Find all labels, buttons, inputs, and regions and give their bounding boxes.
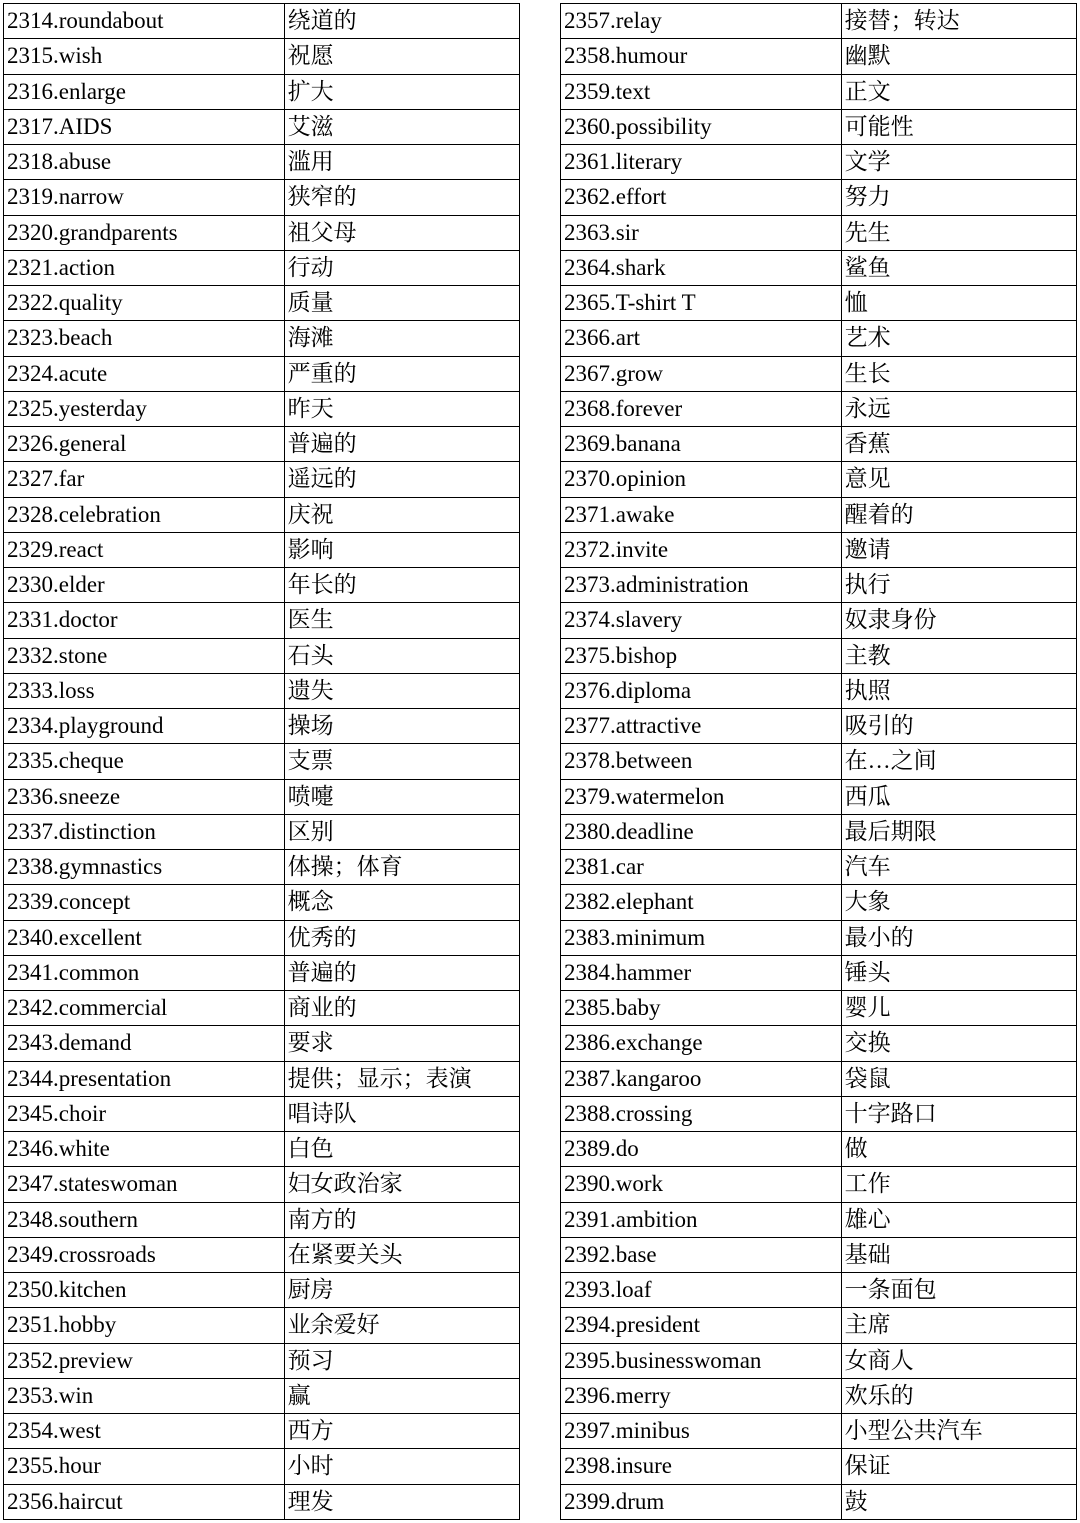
english-word-cell: 2323.beach: [4, 321, 285, 356]
vocab-row: [4, 39, 520, 74]
english-word-cell: 2347.stateswoman: [4, 1167, 285, 1202]
chinese-meaning-cell: 雄心: [841, 1202, 1076, 1237]
vocab-row: [561, 920, 1077, 955]
chinese-meaning-cell: 年长的: [284, 568, 519, 603]
english-word-cell: 2382.elephant: [561, 885, 842, 920]
chinese-meaning-cell: 要求: [284, 1026, 519, 1061]
vocab-row: [561, 286, 1077, 321]
english-word-cell: 2320.grandparents: [4, 215, 285, 250]
english-word-cell: 2349.crossroads: [4, 1237, 285, 1272]
vocab-row: [4, 779, 520, 814]
english-word-cell: 2398.insure: [561, 1449, 842, 1484]
vocab-row: [561, 955, 1077, 990]
vocab-row: [561, 356, 1077, 391]
english-word-cell: 2384.hammer: [561, 955, 842, 990]
chinese-meaning-cell: 保证: [841, 1449, 1076, 1484]
vocab-row: [4, 180, 520, 215]
vocab-row: [561, 4, 1077, 39]
english-word-cell: 2339.concept: [4, 885, 285, 920]
vocab-row: [561, 603, 1077, 638]
vocab-row: [4, 1061, 520, 1096]
chinese-meaning-cell: 白色: [284, 1132, 519, 1167]
vocab-row: [4, 427, 520, 462]
chinese-meaning-cell: 最小的: [841, 920, 1076, 955]
chinese-meaning-cell: 欢乐的: [841, 1378, 1076, 1413]
chinese-meaning-cell: 大象: [841, 885, 1076, 920]
chinese-meaning-cell: 一条面包: [841, 1273, 1076, 1308]
vocab-row: [561, 1484, 1077, 1519]
vocab-table-left-body: [4, 4, 520, 1520]
vocab-row: [4, 74, 520, 109]
vocab-row: [4, 109, 520, 144]
chinese-meaning-cell: 奴隶身份: [841, 603, 1076, 638]
chinese-meaning-cell: 操场: [284, 709, 519, 744]
english-word-cell: 2322.quality: [4, 286, 285, 321]
english-word-cell: 2366.art: [561, 321, 842, 356]
chinese-meaning-cell: 主教: [841, 638, 1076, 673]
english-word-cell: 2388.crossing: [561, 1096, 842, 1131]
vocab-row: [4, 1026, 520, 1061]
english-word-cell: 2397.minibus: [561, 1414, 842, 1449]
vocab-row: [561, 1167, 1077, 1202]
vocab-row: [4, 532, 520, 567]
vocab-row: [4, 462, 520, 497]
english-word-cell: 2336.sneeze: [4, 779, 285, 814]
chinese-meaning-cell: 西瓜: [841, 779, 1076, 814]
english-word-cell: 2362.effort: [561, 180, 842, 215]
chinese-meaning-cell: 厨房: [284, 1273, 519, 1308]
english-word-cell: 2385.baby: [561, 991, 842, 1026]
vocab-row: [4, 673, 520, 708]
vocab-table-right-body: [561, 4, 1077, 1520]
english-word-cell: 2319.narrow: [4, 180, 285, 215]
chinese-meaning-cell: 做: [841, 1132, 1076, 1167]
chinese-meaning-cell: 先生: [841, 215, 1076, 250]
english-word-cell: 2375.bishop: [561, 638, 842, 673]
english-word-cell: 2371.awake: [561, 497, 842, 532]
english-word-cell: 2395.businesswoman: [561, 1343, 842, 1378]
vocab-row: [4, 814, 520, 849]
vocab-row: [561, 1449, 1077, 1484]
vocab-row: [561, 1202, 1077, 1237]
vocab-row: [4, 1273, 520, 1308]
english-word-cell: 2315.wish: [4, 39, 285, 74]
chinese-meaning-cell: 醒着的: [841, 497, 1076, 532]
chinese-meaning-cell: 女商人: [841, 1343, 1076, 1378]
chinese-meaning-cell: 海滩: [284, 321, 519, 356]
english-word-cell: 2373.administration: [561, 568, 842, 603]
chinese-meaning-cell: 邀请: [841, 532, 1076, 567]
vocab-row: [561, 1132, 1077, 1167]
chinese-meaning-cell: 幽默: [841, 39, 1076, 74]
chinese-meaning-cell: 意见: [841, 462, 1076, 497]
vocab-row: [561, 391, 1077, 426]
chinese-meaning-cell: 概念: [284, 885, 519, 920]
chinese-meaning-cell: 妇女政治家: [284, 1167, 519, 1202]
english-word-cell: 2381.car: [561, 850, 842, 885]
english-word-cell: 2360.possibility: [561, 109, 842, 144]
chinese-meaning-cell: 艺术: [841, 321, 1076, 356]
english-word-cell: 2363.sir: [561, 215, 842, 250]
vocab-row: [4, 885, 520, 920]
english-word-cell: 2394.president: [561, 1308, 842, 1343]
english-word-cell: 2332.stone: [4, 638, 285, 673]
vocab-row: [4, 1096, 520, 1131]
vocab-row: [561, 321, 1077, 356]
chinese-meaning-cell: 可能性: [841, 109, 1076, 144]
chinese-meaning-cell: 生长: [841, 356, 1076, 391]
vocab-row: [4, 1378, 520, 1413]
english-word-cell: 2372.invite: [561, 532, 842, 567]
chinese-meaning-cell: 锤头: [841, 955, 1076, 990]
chinese-meaning-cell: 鼓: [841, 1484, 1076, 1519]
chinese-meaning-cell: 赢: [284, 1378, 519, 1413]
vocab-row: [4, 4, 520, 39]
english-word-cell: 2327.far: [4, 462, 285, 497]
english-word-cell: 2374.slavery: [561, 603, 842, 638]
vocab-row: [4, 1167, 520, 1202]
english-word-cell: 2392.base: [561, 1237, 842, 1272]
english-word-cell: 2324.acute: [4, 356, 285, 391]
english-word-cell: 2380.deadline: [561, 814, 842, 849]
chinese-meaning-cell: 狭窄的: [284, 180, 519, 215]
vocab-row: [4, 744, 520, 779]
english-word-cell: 2386.exchange: [561, 1026, 842, 1061]
vocab-row: [4, 497, 520, 532]
english-word-cell: 2345.choir: [4, 1096, 285, 1131]
chinese-meaning-cell: 正文: [841, 74, 1076, 109]
vocab-row: [4, 603, 520, 638]
vocab-row: [561, 814, 1077, 849]
vocab-row: [561, 180, 1077, 215]
english-word-cell: 2354.west: [4, 1414, 285, 1449]
vocab-row: [4, 286, 520, 321]
vocab-row: [4, 1202, 520, 1237]
vocab-row: [561, 991, 1077, 1026]
english-word-cell: 2357.relay: [561, 4, 842, 39]
english-word-cell: 2344.presentation: [4, 1061, 285, 1096]
chinese-meaning-cell: 石头: [284, 638, 519, 673]
chinese-meaning-cell: 南方的: [284, 1202, 519, 1237]
english-word-cell: 2376.diploma: [561, 673, 842, 708]
vocab-row: [4, 1308, 520, 1343]
chinese-meaning-cell: 主席: [841, 1308, 1076, 1343]
chinese-meaning-cell: 预习: [284, 1343, 519, 1378]
english-word-cell: 2396.merry: [561, 1378, 842, 1413]
chinese-meaning-cell: 庆祝: [284, 497, 519, 532]
vocab-row: [4, 709, 520, 744]
english-word-cell: 2393.loaf: [561, 1273, 842, 1308]
chinese-meaning-cell: 普遍的: [284, 427, 519, 462]
english-word-cell: 2367.grow: [561, 356, 842, 391]
chinese-meaning-cell: 提供；显示；表演: [284, 1061, 519, 1096]
vocab-row: [4, 391, 520, 426]
vocab-table-left: [3, 3, 520, 1520]
english-word-cell: 2391.ambition: [561, 1202, 842, 1237]
english-word-cell: 2370.opinion: [561, 462, 842, 497]
chinese-meaning-cell: 执行: [841, 568, 1076, 603]
vocab-row: [4, 145, 520, 180]
english-word-cell: 2379.watermelon: [561, 779, 842, 814]
vocab-row: [4, 850, 520, 885]
chinese-meaning-cell: 医生: [284, 603, 519, 638]
chinese-meaning-cell: 十字路口: [841, 1096, 1076, 1131]
chinese-meaning-cell: 接替；转达: [841, 4, 1076, 39]
chinese-meaning-cell: 影响: [284, 532, 519, 567]
chinese-meaning-cell: 支票: [284, 744, 519, 779]
vocab-row: [4, 215, 520, 250]
chinese-meaning-cell: 绕道的: [284, 4, 519, 39]
english-word-cell: 2356.haircut: [4, 1484, 285, 1519]
vocab-row: [561, 1026, 1077, 1061]
chinese-meaning-cell: 理发: [284, 1484, 519, 1519]
chinese-meaning-cell: 汽车: [841, 850, 1076, 885]
vocab-table-right: [560, 3, 1077, 1520]
english-word-cell: 2383.minimum: [561, 920, 842, 955]
vocab-row: [561, 532, 1077, 567]
chinese-meaning-cell: 唱诗队: [284, 1096, 519, 1131]
chinese-meaning-cell: 在紧要关头: [284, 1237, 519, 1272]
vocab-row: [4, 1414, 520, 1449]
vocab-row: [561, 1061, 1077, 1096]
chinese-meaning-cell: 执照: [841, 673, 1076, 708]
vocab-row: [561, 850, 1077, 885]
chinese-meaning-cell: 工作: [841, 1167, 1076, 1202]
vocab-row: [4, 991, 520, 1026]
english-word-cell: 2365.T-shirt T: [561, 286, 842, 321]
vocab-row: [561, 1414, 1077, 1449]
chinese-meaning-cell: 在…之间: [841, 744, 1076, 779]
chinese-meaning-cell: 婴儿: [841, 991, 1076, 1026]
vocab-row: [4, 638, 520, 673]
chinese-meaning-cell: 行动: [284, 250, 519, 285]
vocab-row: [561, 1378, 1077, 1413]
chinese-meaning-cell: 鲨鱼: [841, 250, 1076, 285]
english-word-cell: 2390.work: [561, 1167, 842, 1202]
chinese-meaning-cell: 优秀的: [284, 920, 519, 955]
chinese-meaning-cell: 祝愿: [284, 39, 519, 74]
english-word-cell: 2340.excellent: [4, 920, 285, 955]
vocab-row: [561, 74, 1077, 109]
vocab-row: [4, 356, 520, 391]
vocab-row: [561, 145, 1077, 180]
vocab-row: [561, 1273, 1077, 1308]
english-word-cell: 2334.playground: [4, 709, 285, 744]
english-word-cell: 2350.kitchen: [4, 1273, 285, 1308]
chinese-meaning-cell: 遗失: [284, 673, 519, 708]
vocab-row: [561, 673, 1077, 708]
english-word-cell: 2325.yesterday: [4, 391, 285, 426]
vocab-row: [561, 1237, 1077, 1272]
vocab-row: [561, 462, 1077, 497]
chinese-meaning-cell: 香蕉: [841, 427, 1076, 462]
english-word-cell: 2369.banana: [561, 427, 842, 462]
english-word-cell: 2317.AIDS: [4, 109, 285, 144]
chinese-meaning-cell: 小时: [284, 1449, 519, 1484]
english-word-cell: 2377.attractive: [561, 709, 842, 744]
vocab-row: [561, 709, 1077, 744]
vocab-row: [561, 39, 1077, 74]
english-word-cell: 2352.preview: [4, 1343, 285, 1378]
chinese-meaning-cell: 遥远的: [284, 462, 519, 497]
english-word-cell: 2316.enlarge: [4, 74, 285, 109]
chinese-meaning-cell: 喷嚏: [284, 779, 519, 814]
english-word-cell: 2353.win: [4, 1378, 285, 1413]
english-word-cell: 2337.distinction: [4, 814, 285, 849]
english-word-cell: 2331.doctor: [4, 603, 285, 638]
chinese-meaning-cell: 体操；体育: [284, 850, 519, 885]
english-word-cell: 2389.do: [561, 1132, 842, 1167]
english-word-cell: 2330.elder: [4, 568, 285, 603]
chinese-meaning-cell: 昨天: [284, 391, 519, 426]
english-word-cell: 2321.action: [4, 250, 285, 285]
english-word-cell: 2341.common: [4, 955, 285, 990]
vocab-row: [4, 1343, 520, 1378]
english-word-cell: 2314.roundabout: [4, 4, 285, 39]
chinese-meaning-cell: 最后期限: [841, 814, 1076, 849]
vocab-row: [561, 638, 1077, 673]
english-word-cell: 2328.celebration: [4, 497, 285, 532]
english-word-cell: 2355.hour: [4, 1449, 285, 1484]
english-word-cell: 2346.white: [4, 1132, 285, 1167]
english-word-cell: 2351.hobby: [4, 1308, 285, 1343]
chinese-meaning-cell: 小型公共汽车: [841, 1414, 1076, 1449]
vocab-row: [561, 250, 1077, 285]
vocab-row: [561, 568, 1077, 603]
vocab-row: [4, 250, 520, 285]
chinese-meaning-cell: 吸引的: [841, 709, 1076, 744]
chinese-meaning-cell: 文学: [841, 145, 1076, 180]
english-word-cell: 2335.cheque: [4, 744, 285, 779]
english-word-cell: 2359.text: [561, 74, 842, 109]
chinese-meaning-cell: 恤: [841, 286, 1076, 321]
vocab-row: [4, 955, 520, 990]
vocab-row: [4, 1132, 520, 1167]
vocab-row: [561, 109, 1077, 144]
vocab-row: [561, 779, 1077, 814]
vocab-row: [4, 920, 520, 955]
chinese-meaning-cell: 商业的: [284, 991, 519, 1026]
english-word-cell: 2358.humour: [561, 39, 842, 74]
vocab-row: [561, 885, 1077, 920]
english-word-cell: 2368.forever: [561, 391, 842, 426]
vocab-row: [561, 497, 1077, 532]
english-word-cell: 2338.gymnastics: [4, 850, 285, 885]
vocab-row: [4, 1237, 520, 1272]
vocab-row: [4, 1449, 520, 1484]
english-word-cell: 2318.abuse: [4, 145, 285, 180]
english-word-cell: 2399.drum: [561, 1484, 842, 1519]
chinese-meaning-cell: 扩大: [284, 74, 519, 109]
english-word-cell: 2348.southern: [4, 1202, 285, 1237]
vocab-row: [561, 215, 1077, 250]
chinese-meaning-cell: 袋鼠: [841, 1061, 1076, 1096]
vocab-row: [561, 744, 1077, 779]
vocab-row: [561, 1096, 1077, 1131]
chinese-meaning-cell: 区别: [284, 814, 519, 849]
chinese-meaning-cell: 严重的: [284, 356, 519, 391]
english-word-cell: 2364.shark: [561, 250, 842, 285]
chinese-meaning-cell: 普遍的: [284, 955, 519, 990]
english-word-cell: 2326.general: [4, 427, 285, 462]
vocab-row: [4, 321, 520, 356]
english-word-cell: 2343.demand: [4, 1026, 285, 1061]
english-word-cell: 2333.loss: [4, 673, 285, 708]
english-word-cell: 2378.between: [561, 744, 842, 779]
vocab-row: [561, 1343, 1077, 1378]
vocab-row: [4, 1484, 520, 1519]
chinese-meaning-cell: 艾滋: [284, 109, 519, 144]
chinese-meaning-cell: 业余爱好: [284, 1308, 519, 1343]
english-word-cell: 2342.commercial: [4, 991, 285, 1026]
english-word-cell: 2329.react: [4, 532, 285, 567]
chinese-meaning-cell: 努力: [841, 180, 1076, 215]
english-word-cell: 2387.kangaroo: [561, 1061, 842, 1096]
chinese-meaning-cell: 基础: [841, 1237, 1076, 1272]
chinese-meaning-cell: 交换: [841, 1026, 1076, 1061]
vocab-row: [561, 1308, 1077, 1343]
vocab-row: [4, 568, 520, 603]
chinese-meaning-cell: 滥用: [284, 145, 519, 180]
english-word-cell: 2361.literary: [561, 145, 842, 180]
chinese-meaning-cell: 祖父母: [284, 215, 519, 250]
chinese-meaning-cell: 质量: [284, 286, 519, 321]
vocab-row: [561, 427, 1077, 462]
chinese-meaning-cell: 永远: [841, 391, 1076, 426]
chinese-meaning-cell: 西方: [284, 1414, 519, 1449]
